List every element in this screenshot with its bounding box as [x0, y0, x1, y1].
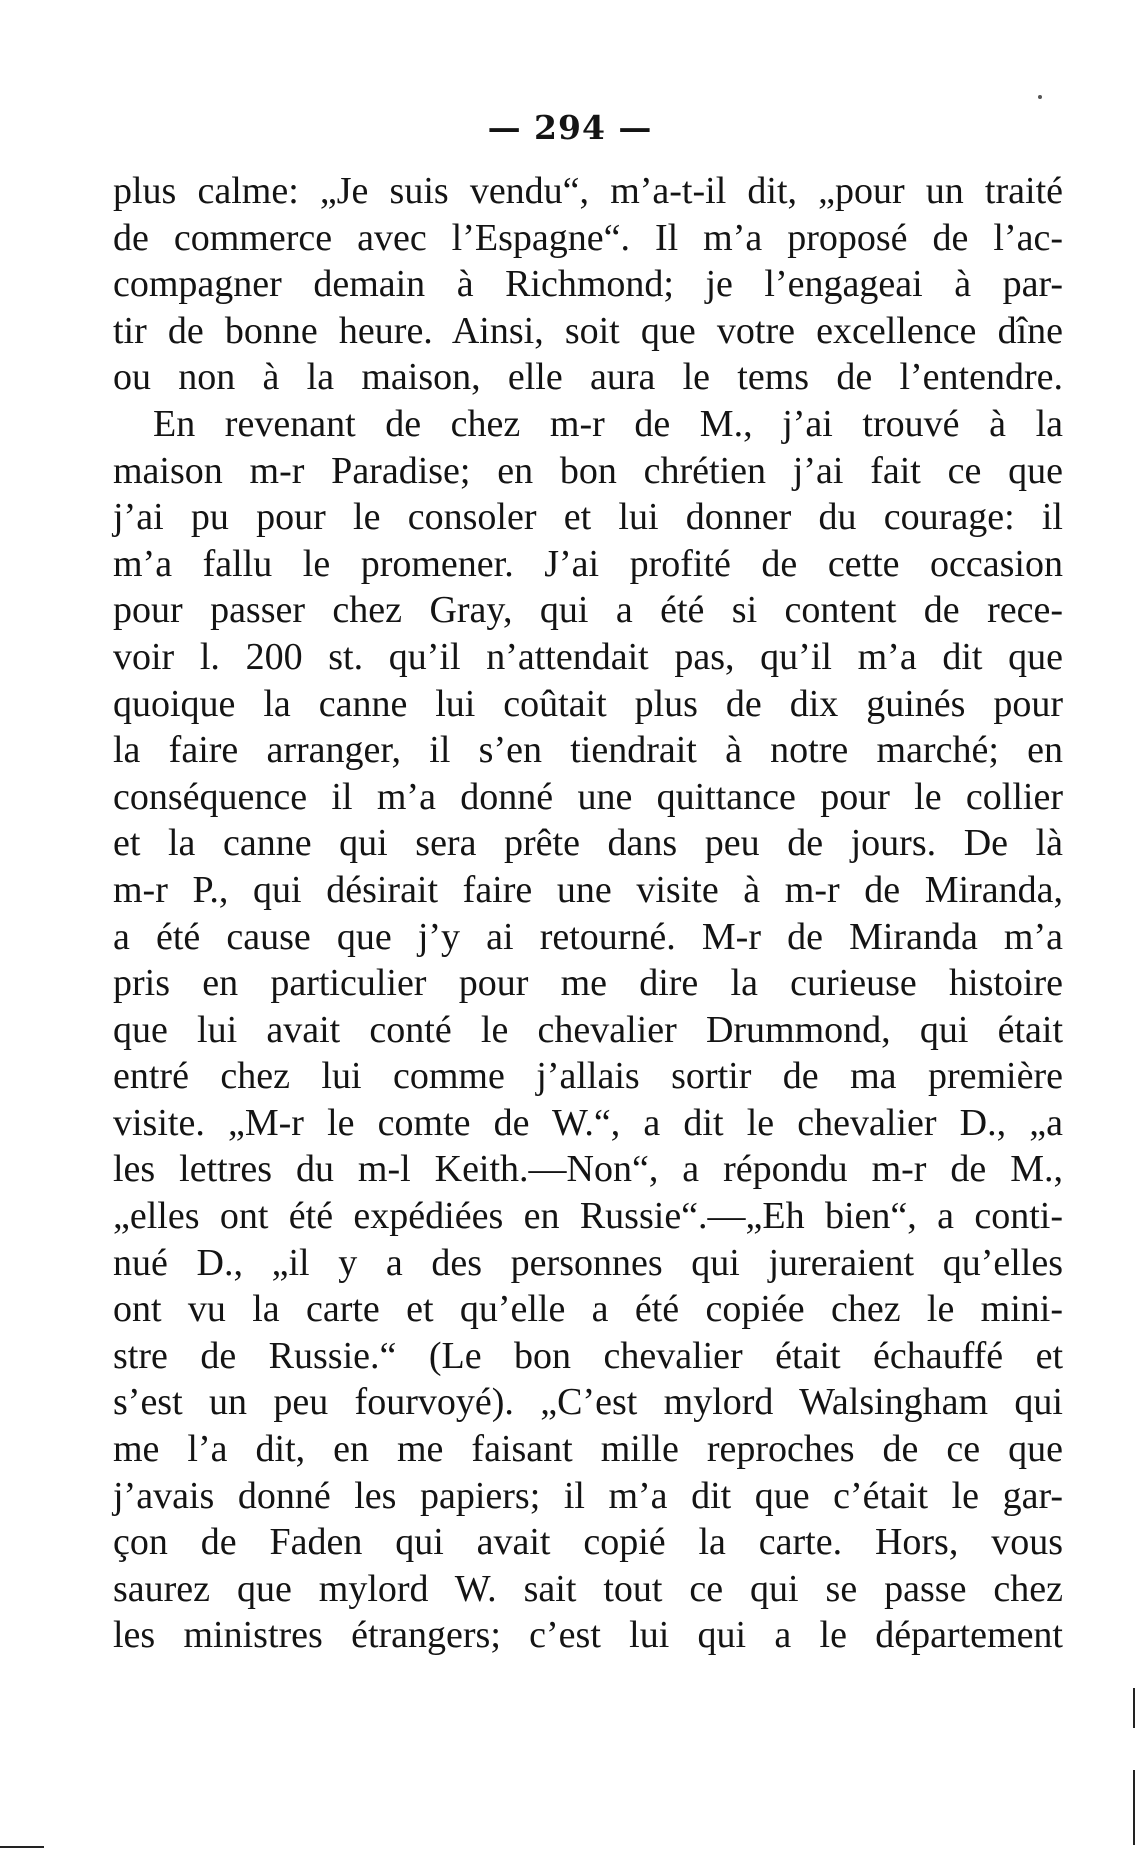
page-number: — 294 —	[487, 108, 653, 147]
text-line: ou non à la maison, elle aura le tems de l’entendre.	[113, 356, 1063, 399]
scan-edge-mark	[1133, 1688, 1135, 1728]
text-line: les lettres du m-l Keith.—Non“, a répondu m-r de M.,	[113, 1148, 1063, 1191]
text-line: compagner demain à Richmond; je l’engageai à par-	[113, 263, 1063, 306]
text-line: nué D., „il y a des personnes qui jureraient qu’elles	[113, 1241, 1063, 1284]
text-line: tir de bonne heure. Ainsi, soit que votre excellence dîne	[113, 309, 1063, 352]
text-line: ont vu la carte et qu’elle a été copiée chez le mini-	[113, 1288, 1063, 1331]
text-line: s’est un peu fourvoyé). „C’est mylord Walsingham qui	[113, 1381, 1063, 1424]
text-line: j’ai pu pour le consoler et lui donner du courage: il	[113, 496, 1063, 539]
text-line: a été cause que j’y ai retourné. M-r de Miranda m’a	[113, 915, 1063, 958]
text-line: stre de Russie.“ (Le bon chevalier était échauffé et	[113, 1334, 1063, 1377]
text-line: j’avais donné les papiers; il m’a dit que c’était le gar-	[113, 1474, 1063, 1517]
scan-edge-mark	[1133, 1770, 1135, 1845]
text-line: pris en particulier pour me dire la curieuse histoire	[113, 962, 1063, 1005]
body-text	[113, 168, 1063, 1659]
text-line: les ministres étrangers; c’est lui qui a le département	[113, 1614, 1063, 1657]
text-line: me l’a dit, en me faisant mille reproches de ce que	[113, 1428, 1063, 1471]
text-line: quoique la canne lui coûtait plus de dix guinés pour	[113, 682, 1063, 725]
text-line: entré chez lui comme j’allais sortir de ma première	[113, 1055, 1063, 1098]
text-line: „elles ont été expédiées en Russie“.—„Eh bien“, a conti-	[113, 1195, 1063, 1238]
text-line: m-r P., qui désirait faire une visite à m-r de Miranda,	[113, 868, 1063, 911]
text-line: de commerce avec l’Espagne“. Il m’a proposé de l’ac-	[113, 216, 1063, 259]
paragraph-start-line: En revenant de chez m-r de M., j’ai trouvé à la	[153, 402, 1063, 445]
text-line: plus calme: „Je suis vendu“, m’a-t-il dit, „pour un traité	[113, 170, 1063, 212]
text-line: visite. „M-r le comte de W.“, a dit le chevalier D., „a	[113, 1101, 1063, 1144]
text-line: saurez que mylord W. sait tout ce qui se passe chez	[113, 1567, 1063, 1610]
text-line: et la canne qui sera prête dans peu de jours. De là	[113, 822, 1063, 865]
scan-edge-mark	[0, 1846, 44, 1848]
text-line: çon de Faden qui avait copié la carte. Hors, vous	[113, 1521, 1063, 1564]
text-line: conséquence il m’a donné une quittance pour le collier	[113, 775, 1063, 818]
text-line: voir l. 200 st. qu’il n’attendait pas, qu’il m’a dit que	[113, 635, 1063, 678]
text-line: pour passer chez Gray, qui a été si content de rece-	[113, 589, 1063, 632]
scan-speck	[1038, 95, 1042, 99]
text-line: la faire arranger, il s’en tiendrait à notre marché; en	[113, 729, 1063, 772]
text-line: m’a fallu le promener. J’ai profité de cette occasion	[113, 542, 1063, 585]
text-line: maison m-r Paradise; en bon chrétien j’ai fait ce que	[113, 449, 1063, 492]
text-line: que lui avait conté le chevalier Drummond, qui était	[113, 1008, 1063, 1051]
